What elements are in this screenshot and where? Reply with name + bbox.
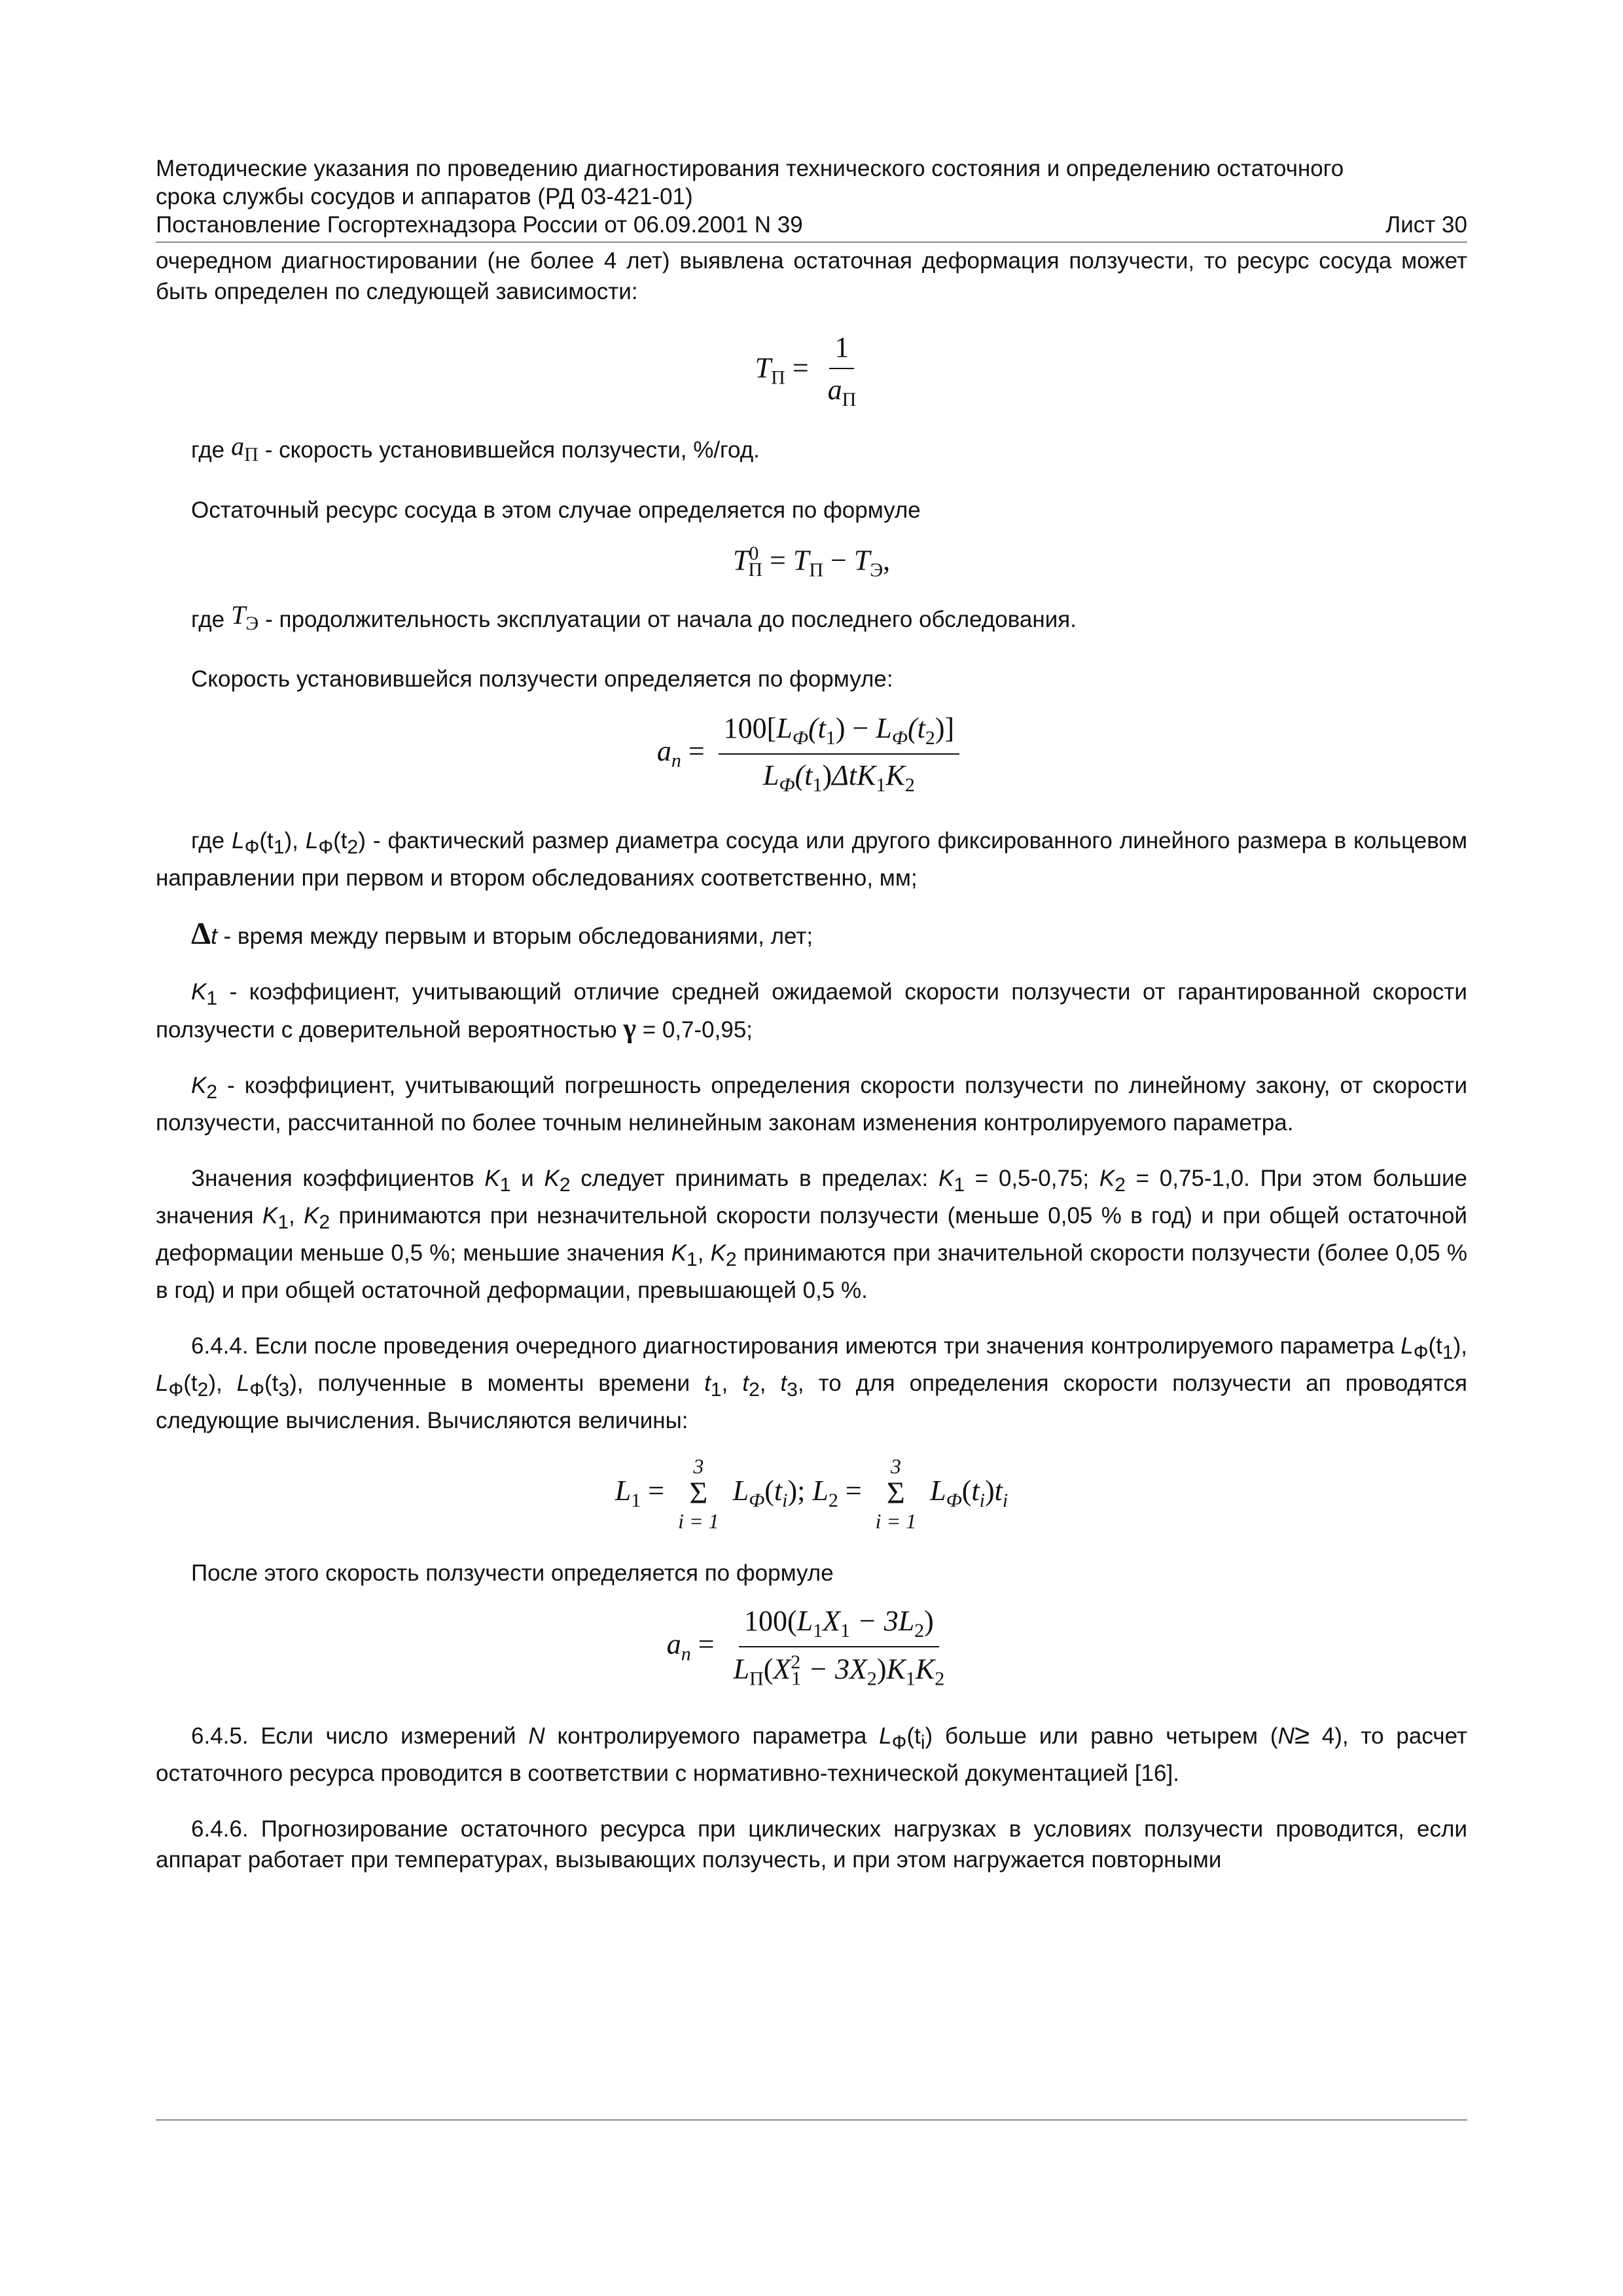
paragraph-7: После этого скорость ползучести определяется по формуле <box>191 1560 834 1586</box>
paragraph-2: Остаточный ресурс сосуда в этом случае определяется по формуле <box>191 497 921 523</box>
paragraph-4: где $L_Ф(t_1)$, $L_Ф(t_2)$ - фактический размер диаметра сосуда или другого фиксированного линейного размера в кольцевом направлении при первом и втором обследованиях соответственно, мм; <box>156 827 1468 891</box>
formula-1: $T_П$ = $\frac{1}{a_П}$ <box>755 331 868 411</box>
paragraph-6-4-6: 6.4.6. Прогнозирование остаточного ресурса при циклических нагрузках в условиях ползучести проводится, если аппарат работает при температурах, вызывающих ползучесть, и при этом нагружается повторными <box>156 1816 1467 1873</box>
paragraph-6-4-5: 6.4.5. Если число измерений N контролируемого параметра $L_Ф(t_i)$ больше или равно четырем (N≥ 4), то расчет остаточного ресурса проводится в соответствии с нормативно-технической документацией [16]. <box>156 1719 1467 1787</box>
where-2: где $T_Э$ - продолжительность эксплуатации от начала до последнего обследования. <box>156 600 1467 639</box>
paragraph-5: Значения коэффициентов $K_1$ и $K_2$ следует принимать в пределах: $K_1 = 0,5-0,75$; $K_2 = 0,75-1,0$. При этом большие значения $K_1$, $K_2$ принимаются при незначительной скорости ползучести (меньше 0,05 % в год) и при общей остаточной деформации меньше 0,5 %; меньшие значения $K_1$, $K_2$ принимаются при значительной скорости ползучести (более 0,05 % в год) и при общей остаточной деформации, превышающей 0,5 %. <box>156 1165 1467 1303</box>
header-decree: Постановление Госгортехнадзора России от 06.09.2001 N 39 <box>156 212 803 238</box>
formula-2: $T^0_П = T_П - T_Э$, <box>732 542 891 581</box>
fraction-5: $\frac{100(L_1X_1 - 3L_2)}{L_П(X^2_1 - 3X_2)K_1K_2}$ <box>733 1604 945 1690</box>
formula-creep-rate <box>156 711 1467 797</box>
symbol-a-p: $a_П$ <box>231 431 259 465</box>
footer-divider <box>156 2119 1467 2121</box>
where-1: где $a_П$ - скорость установившейся ползучести, %/год. <box>156 431 1467 470</box>
paragraph-dt: Δt - время между первым и вторым обследованиями, лет; <box>191 916 813 951</box>
header-sheet-number: Лист 30 <box>1385 212 1467 238</box>
header-title-line1: Методические указания по проведению диагностирования технического состояния и определению остаточного <box>156 156 1344 181</box>
sum-1: 3 Σ i = 1 <box>678 1454 719 1533</box>
header-title-line2: срока службы сосудов и аппаратов (РД 03-421-01) <box>156 184 693 209</box>
header-row <box>156 211 1467 239</box>
header-divider <box>156 242 1467 243</box>
gamma-symbol: γ <box>623 1013 636 1044</box>
fraction-1: $\frac{1}{a_П}$ <box>827 331 857 410</box>
formula-resource <box>156 331 1467 411</box>
formula-residual <box>156 543 1467 581</box>
sum-2: 3 Σ i = 1 <box>875 1454 917 1533</box>
formula-3: $a_n$ = $\frac{100[L_Ф(t_1) - L_Ф(t_2)]}{L_Ф(t_1)\Delta tK_1K_2}$ <box>657 711 966 797</box>
paragraph-k1: $K_1$ - коэффициент, учитывающий отличие средней ожидаемой скорости ползучести от гарантированной скорости ползучести с доверительной вероятностью γ = 0,7-0,95; <box>156 978 1467 1044</box>
greater-equal-symbol: ≥ <box>1294 1719 1310 1750</box>
formula-creep-rate-2 <box>156 1604 1467 1690</box>
formula-5: $a_n$ = $\frac{100(L_1X_1 - 3L_2)}{L_П(X^2_1 - 3X_2)K_1K_2}$ <box>667 1604 956 1690</box>
formula-sums <box>156 1454 1467 1533</box>
formula-4: $L_1$ = 3 Σ i = 1 $L_Ф(t_i)$; $L_2$ = 3 Σ i = 1 $L_Ф(t_i)t_i$ <box>615 1454 1008 1533</box>
delta-symbol: Δ <box>191 916 211 951</box>
paragraph-3: Скорость установившейся ползучести определяется по формуле: <box>191 666 893 692</box>
symbol-t-e: $T_Э$ <box>231 600 259 635</box>
document-header <box>156 154 1467 239</box>
fraction-3: $\frac{100[L_Ф(t_1) - L_Ф(t_2)]}{L_Ф(t_1)\Delta tK_1K_2}$ <box>719 711 959 797</box>
paragraph-6-4-4: 6.4.4. Если после проведения очередного диагностирования имеются три значения контролируемого параметра $L_Ф(t_1)$, $L_Ф(t_2)$, $L_Ф(t_3)$, полученные в моменты времени $t_1$, $t_2$, $t_3$, то для определения скорости ползучести ап проводятся следующие вычисления. Вычисляются величины: <box>156 1333 1467 1433</box>
paragraph-1: очередном диагностировании (не более 4 лет) выявлена остаточная деформация ползучести, то ресурс сосуда может быть определен по следующей зависимости: <box>156 248 1467 304</box>
paragraph-k2: $K_2$ - коэффициент, учитывающий погрешность определения скорости ползучести по линейному закону, от скорости ползучести, рассчитанной по более точным нелинейным законам изменения контролируемого параметра. <box>156 1072 1467 1136</box>
